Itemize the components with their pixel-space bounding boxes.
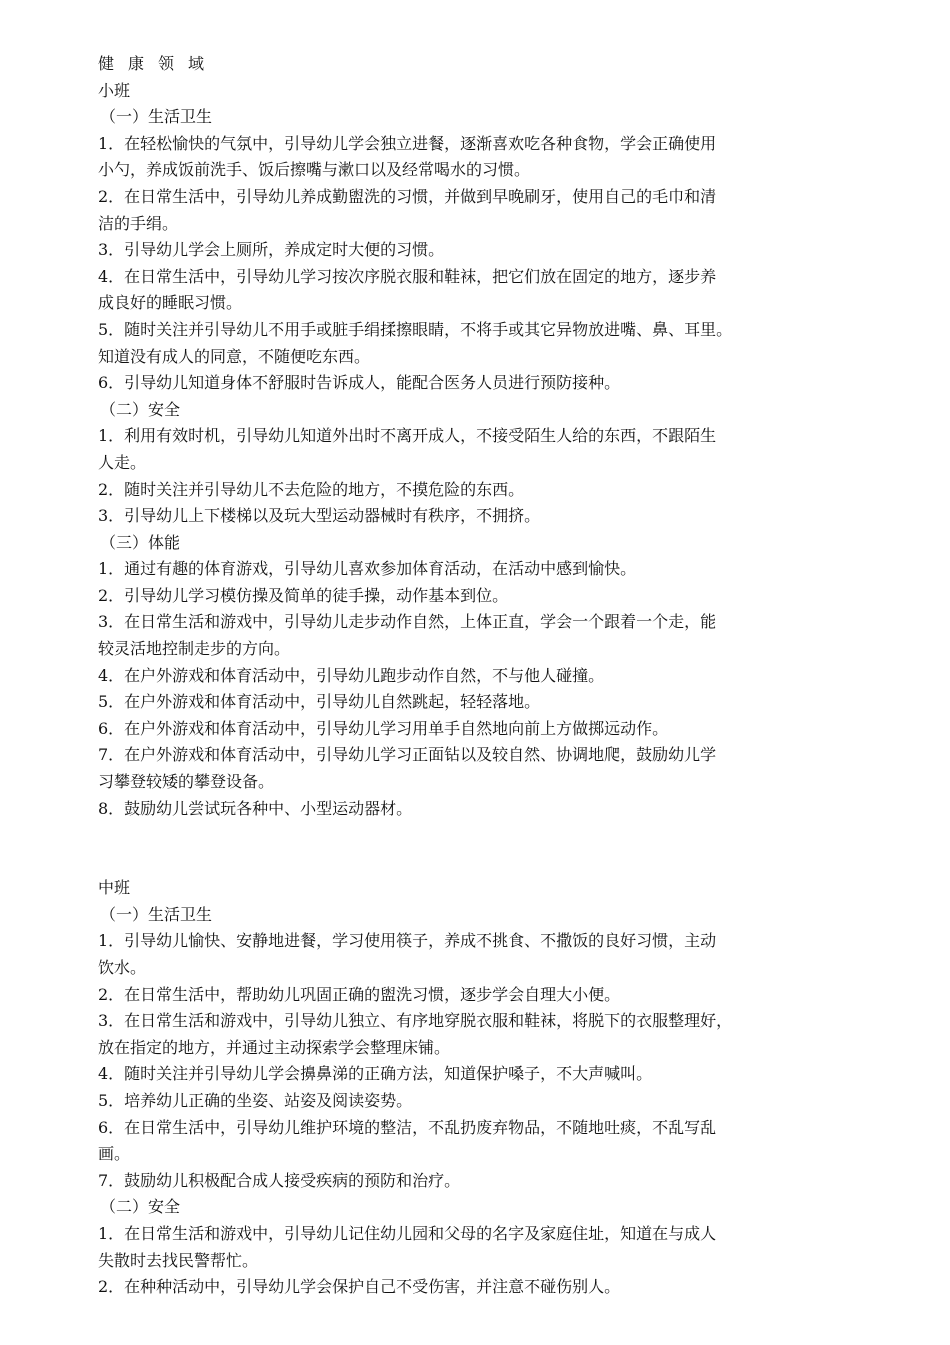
text-line: 洁的手绢。 <box>98 213 179 233</box>
text-line: 1．在日常生活和游戏中，引导幼儿记住幼儿园和父母的名字及家庭住址，知道在与成人 <box>98 1223 717 1243</box>
text-line: 饮水。 <box>98 958 147 977</box>
section-hygiene-small <box>98 131 858 397</box>
section-physical-small <box>98 556 858 822</box>
document-page <box>98 51 858 1301</box>
class-heading-small: 小班 <box>98 80 131 100</box>
text-line: 放在指定的地方，并通过主动探索学会整理床铺。 <box>98 1037 451 1057</box>
text-line: 小勺，养成饭前洗手、饭后擦嘴与漱口以及经常喝水的习惯。 <box>98 160 531 180</box>
text-line: 8．鼓励幼儿尝试玩各种中、小型运动器材。 <box>98 798 413 818</box>
text-line: 2．在日常生活中，帮助幼儿巩固正确的盥洗习惯，逐步学会自理大小便。 <box>98 984 621 1004</box>
section-heading-safety: （二）安全 <box>100 399 181 419</box>
section-heading-physical: （三）体能 <box>100 532 181 552</box>
text-line: 1．利用有效时机，引导幼儿知道外出时不离开成人，不接受陌生人给的东西，不跟陌生 <box>98 426 717 446</box>
text-line: 3．在日常生活和游戏中，引导幼儿独立、有序地穿脱衣服和鞋袜，将脱下的衣服整理好， <box>98 1011 733 1031</box>
text-line: 成良好的睡眠习惯。 <box>98 293 243 313</box>
text-line: 6．在户外游戏和体育活动中，引导幼儿学习用单手自然地向前上方做掷远动作。 <box>98 718 669 738</box>
text-line: 3．引导幼儿学会上厕所，养成定时大便的习惯。 <box>98 240 445 260</box>
text-line: 2．在种种活动中，引导幼儿学会保护自己不受伤害，并注意不碰伤别人。 <box>98 1277 621 1297</box>
text-line: 1．通过有趣的体育游戏，引导幼儿喜欢参加体育活动，在活动中感到愉快。 <box>98 559 637 579</box>
text-line: 4．在日常生活中，引导幼儿学习按次序脱衣服和鞋袜，把它们放在固定的地方，逐步养 <box>98 266 717 286</box>
document-title: 健康领域 <box>98 54 219 73</box>
section-safety-small <box>98 423 858 529</box>
text-line: 1．在轻松愉快的气氛中，引导幼儿学会独立进餐，逐渐喜欢吃各种食物，学会正确使用 <box>98 133 717 153</box>
text-line: 6．引导幼儿知道身体不舒服时告诉成人，能配合医务人员进行预防接种。 <box>98 373 621 393</box>
section-safety-middle <box>98 1221 858 1301</box>
section-heading-safety: （二）安全 <box>100 1197 181 1217</box>
section-hygiene-middle <box>98 928 858 1194</box>
section-heading-hygiene: （一）生活卫生 <box>100 904 213 924</box>
text-line: 1．引导幼儿愉快、安静地进餐，学习使用筷子，养成不挑食、不撒饭的良好习惯，主动 <box>98 931 717 951</box>
text-line: 画。 <box>98 1144 131 1164</box>
text-line: 6．在日常生活中，引导幼儿维护环境的整洁，不乱扔废弃物品，不随地吐痰，不乱写乱 <box>98 1117 717 1137</box>
text-line: 较灵活地控制走步的方向。 <box>98 639 291 659</box>
text-line: 失散时去找民警帮忙。 <box>98 1250 259 1270</box>
text-line: 4．随时关注并引导幼儿学会擤鼻涕的正确方法，知道保护嗓子，不大声喊叫。 <box>98 1064 653 1084</box>
text-line: 7．在户外游戏和体育活动中，引导幼儿学习正面钻以及较自然、协调地爬，鼓励幼儿学 <box>98 745 717 765</box>
text-line: 2．引导幼儿学习模仿操及简单的徒手操，动作基本到位。 <box>98 585 509 605</box>
text-line: 习攀登较矮的攀登设备。 <box>98 772 275 792</box>
text-line: 3．引导幼儿上下楼梯以及玩大型运动器械时有秩序，不拥挤。 <box>98 506 541 526</box>
text-line: 5．培养幼儿正确的坐姿、站姿及阅读姿势。 <box>98 1090 413 1110</box>
text-line: 5．在户外游戏和体育活动中，引导幼儿自然跳起，轻轻落地。 <box>98 692 541 712</box>
text-line: 2．在日常生活中，引导幼儿养成勤盥洗的习惯，并做到早晚刷牙，使用自己的毛巾和清 <box>98 186 717 206</box>
text-line: 3．在日常生活和游戏中，引导幼儿走步动作自然，上体正直，学会一个跟着一个走，能 <box>98 612 717 632</box>
section-spacer <box>98 822 858 875</box>
text-line: 人走。 <box>98 452 147 472</box>
class-heading-middle: 中班 <box>98 878 131 898</box>
text-line: 4．在户外游戏和体育活动中，引导幼儿跑步动作自然，不与他人碰撞。 <box>98 665 605 685</box>
section-heading-hygiene: （一）生活卫生 <box>100 107 213 127</box>
text-line: 知道没有成人的同意，不随便吃东西。 <box>98 346 371 366</box>
text-line: 7．鼓励幼儿积极配合成人接受疾病的预防和治疗。 <box>98 1170 461 1190</box>
text-line: 5．随时关注并引导幼儿不用手或脏手绢揉擦眼睛，不将手或其它异物放进嘴、鼻、耳里。 <box>98 319 733 339</box>
text-line: 2．随时关注并引导幼儿不去危险的地方，不摸危险的东西。 <box>98 479 525 499</box>
